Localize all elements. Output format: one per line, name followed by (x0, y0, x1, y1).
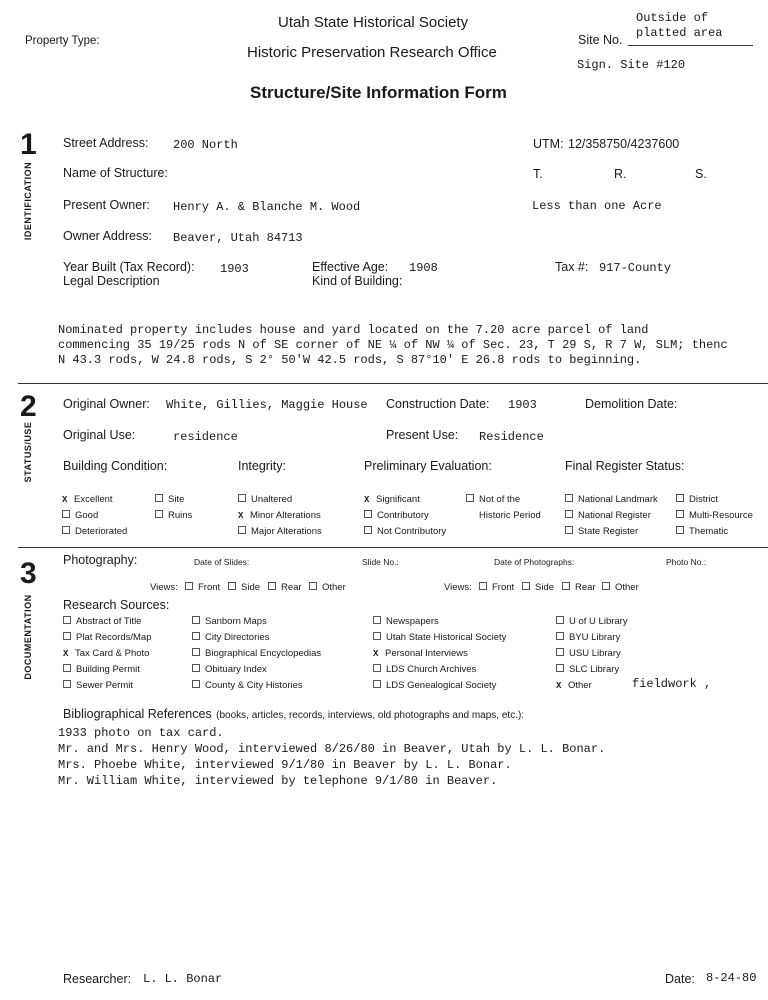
slide-no-label: Slide No.: (362, 557, 399, 567)
state-register-label: State Register (578, 526, 639, 537)
district-label: District (689, 494, 719, 505)
checkbox-multi-resource[interactable] (676, 510, 753, 521)
contributory-label: Contributory (377, 510, 429, 521)
check-mark: X (238, 511, 244, 521)
source-slc-library[interactable] (556, 664, 619, 675)
kind-of-building-label: Kind of Building: (312, 274, 403, 288)
tax-number-value: 917-County (599, 261, 672, 275)
uofu-label: U of U Library (569, 616, 628, 627)
photo-no-label: Photo No.: (666, 557, 707, 567)
present-owner-value: Henry A. & Blanche M. Wood (173, 200, 361, 214)
form-title: Structure/Site Information Form (250, 83, 507, 102)
section-3-number: 3 (20, 557, 37, 590)
obit-label: Obituary Index (205, 664, 267, 675)
plat-label: Plat Records/Map (76, 632, 152, 643)
rear-label: Rear (281, 582, 302, 593)
site-no-underline (628, 45, 753, 46)
preliminary-evaluation-label: Preliminary Evaluation: (364, 459, 492, 473)
present-use-label: Present Use: (386, 428, 459, 442)
source-building-permit[interactable] (63, 664, 140, 675)
original-owner-label: Original Owner: (63, 397, 150, 411)
abstract-label: Abstract of Title (76, 616, 142, 627)
integrity-label: Integrity: (238, 459, 286, 473)
original-use-label: Original Use: (63, 428, 136, 442)
date-value: 8-24-80 (706, 971, 757, 985)
source-byu-library[interactable] (556, 632, 620, 643)
checkbox-thematic[interactable] (676, 526, 728, 537)
site-label: Site (168, 494, 185, 505)
construction-date-label: Construction Date: (386, 397, 490, 411)
section-divider-1 (18, 383, 768, 384)
checkbox-district[interactable] (676, 494, 718, 505)
owner-address-label: Owner Address: (63, 229, 152, 243)
source-sanborn-maps[interactable] (192, 616, 267, 627)
bibliographical-references (63, 705, 524, 723)
ruins-label: Ruins (168, 510, 193, 521)
structure-name-label: Name of Structure: (63, 166, 168, 180)
source-city-directories[interactable] (192, 632, 269, 643)
slide-views-label: Views: (150, 582, 178, 593)
legal-description-line-3: N 43.3 rods, W 24.8 rods, S 2° 50'W 42.5 rods, S 87°10' E 26.8 rods to beginning. (58, 353, 642, 367)
not-of-the-label: Not of the (479, 494, 521, 505)
photo-view-rear[interactable] (562, 582, 596, 593)
checkbox-unaltered[interactable] (238, 494, 292, 505)
source-uofu-library[interactable] (556, 616, 628, 627)
utm-value: 12/358750/4237600 (568, 137, 680, 151)
check-mark: X (63, 649, 69, 659)
checkbox-minor-alterations[interactable] (238, 510, 321, 521)
legal-description-line-1: Nominated property includes house and yard located on the 7.20 acre parcel of land (58, 323, 649, 337)
source-county-city-histories[interactable] (192, 680, 303, 691)
source-personal-interviews[interactable] (373, 648, 468, 659)
section-label: S. (695, 167, 707, 181)
biblio-label: Bibliographical References (63, 707, 212, 721)
checkbox-deteriorated[interactable] (62, 526, 127, 537)
date-label: Date: (665, 972, 695, 986)
range-label: R. (614, 167, 627, 181)
property-type-label: Property Type: (25, 35, 100, 47)
national-register-label: National Register (578, 510, 651, 521)
street-address-label: Street Address: (63, 136, 149, 150)
site-no-label: Site No. (578, 33, 623, 47)
other-view-label: Other (322, 582, 346, 593)
other-source-label: Other (568, 680, 592, 691)
slide-view-other[interactable] (309, 582, 346, 593)
personal-interviews-label: Personal Interviews (385, 648, 468, 659)
side-label: Side (241, 582, 261, 593)
sanborn-label: Sanborn Maps (205, 616, 267, 627)
usu-label: USU Library (569, 648, 621, 659)
check-mark: X (556, 681, 562, 691)
owner-address-value: Beaver, Utah 84713 (173, 231, 303, 245)
minor-alterations-label: Minor Alterations (250, 510, 321, 521)
slide-view-front[interactable] (185, 582, 220, 593)
front-label: Front (198, 582, 221, 593)
demolition-date-label: Demolition Date: (585, 397, 678, 411)
section-1-number: 1 (20, 128, 37, 161)
original-use-value: residence (173, 430, 238, 444)
year-built-label: Year Built (Tax Record): (63, 260, 195, 274)
excellent-label: Excellent (74, 494, 113, 505)
checkbox-significant[interactable] (364, 494, 420, 505)
section-2-number: 2 (20, 390, 37, 423)
deteriorated-label: Deteriorated (75, 526, 128, 537)
historic-period-label: Historic Period (479, 510, 541, 521)
photo-views-label: Views: (444, 582, 472, 593)
rear-label: Rear (575, 582, 596, 593)
check-mark: X (62, 495, 68, 505)
lds-archives-label: LDS Church Archives (386, 664, 477, 675)
biblio-hint: (books, articles, records, interviews, old photographs and maps, etc.): (216, 710, 525, 721)
source-tax-card[interactable] (63, 648, 149, 659)
checkbox-national-landmark[interactable] (565, 494, 658, 505)
checkbox-major-alterations[interactable] (238, 526, 322, 537)
source-newspapers[interactable] (373, 616, 439, 627)
source-lds-genealogical-society[interactable] (373, 680, 496, 691)
source-ush-society[interactable] (373, 632, 506, 643)
good-label: Good (75, 510, 99, 521)
source-sewer-permit[interactable] (63, 680, 133, 691)
checkbox-ruins[interactable] (155, 510, 192, 521)
final-register-status-label: Final Register Status: (565, 459, 685, 473)
significant-label: Significant (376, 494, 420, 505)
checkbox-national-register[interactable] (565, 510, 651, 521)
newspapers-label: Newspapers (386, 616, 439, 627)
side-label: Side (535, 582, 555, 593)
utm-label: UTM: (533, 137, 564, 151)
county-hist-label: County & City Histories (205, 680, 303, 691)
other-view-label: Other (615, 582, 639, 593)
source-biographical-encyclopedias[interactable] (192, 648, 321, 659)
original-owner-value: White, Gillies, Maggie House (166, 398, 368, 412)
byu-label: BYU Library (569, 632, 621, 643)
construction-date-value: 1903 (508, 398, 537, 412)
present-owner-label: Present Owner: (63, 198, 150, 212)
slc-label: SLC Library (569, 664, 620, 675)
tax-card-label: Tax Card & Photo (75, 648, 150, 659)
slide-view-side[interactable] (228, 582, 260, 593)
checkbox-site[interactable] (155, 494, 184, 505)
sign-site: Sign. Site #120 (577, 58, 686, 72)
lds-genealogical-label: LDS Genealogical Society (386, 680, 497, 691)
date-of-photographs-label: Date of Photographs: (494, 557, 575, 567)
checkbox-excellent[interactable] (62, 494, 113, 505)
thematic-label: Thematic (689, 526, 729, 537)
not-contributory-label: Not Contributory (377, 526, 447, 537)
checkbox-not-of-the[interactable] (466, 494, 520, 505)
office-name: Historic Preservation Research Office (247, 44, 497, 61)
bio-enc-label: Biographical Encyclopedias (205, 648, 322, 659)
checkbox-not-contributory[interactable] (364, 526, 446, 537)
researcher-label: Researcher: (63, 972, 132, 986)
source-usu-library[interactable] (556, 648, 621, 659)
source-obituary-index[interactable] (192, 664, 267, 675)
building-condition-label: Building Condition: (63, 459, 168, 473)
unaltered-label: Unaltered (251, 494, 293, 505)
multi-resource-label: Multi-Resource (689, 510, 753, 521)
legal-description-label: Legal Description (63, 274, 160, 288)
source-other[interactable] (556, 680, 592, 691)
slide-view-rear[interactable] (268, 582, 302, 593)
photo-view-other[interactable] (602, 582, 639, 593)
sewer-permit-label: Sewer Permit (76, 680, 134, 691)
site-no-value-1: Outside of (636, 11, 709, 25)
source-plat-records[interactable] (63, 632, 152, 643)
check-mark: X (373, 649, 379, 659)
street-address-value: 200 North (173, 138, 238, 152)
check-mark: X (364, 495, 370, 505)
major-alterations-label: Major Alterations (251, 526, 322, 537)
researcher-value: L. L. Bonar (143, 972, 223, 986)
effective-age-value: 1908 (409, 261, 438, 275)
research-sources-label: Research Sources: (63, 598, 170, 612)
ush-society-label: Utah State Historical Society (386, 632, 507, 643)
reference-3: Mrs. Phoebe White, interviewed 9/1/80 in Beaver by L. L. Bonar. (58, 758, 512, 772)
reference-4: Mr. William White, interviewed by telephone 9/1/80 in Beaver. (58, 774, 498, 788)
effective-age-label: Effective Age: (312, 260, 389, 274)
section-2-label: STATUS/USE (23, 421, 33, 483)
other-source-value: fieldwork , (632, 677, 712, 691)
section-3-label: DOCUMENTATION (23, 594, 33, 680)
society-name: Utah State Historical Society (278, 14, 469, 31)
photography-label: Photography: (63, 553, 138, 567)
city-dir-label: City Directories (205, 632, 270, 643)
site-no-value-2: platted area (636, 26, 723, 40)
acreage-value: Less than one Acre (532, 199, 662, 213)
building-permit-label: Building Permit (76, 664, 140, 675)
legal-description-line-2: commencing 35 19/25 rods N of SE corner of NE ¼ of NW ¼ of Sec. 23, T 29 S, R 7 W, SLM; thenc (58, 338, 728, 352)
reference-2: Mr. and Mrs. Henry Wood, interviewed 8/26/80 in Beaver, Utah by L. L. Bonar. (58, 742, 606, 756)
photo-view-front[interactable] (479, 582, 514, 593)
year-built-value: 1903 (220, 262, 249, 276)
section-divider-2 (18, 547, 768, 548)
checkbox-good[interactable] (62, 510, 98, 521)
section-1-label: IDENTIFICATION (23, 161, 33, 241)
source-lds-church-archives[interactable] (373, 664, 476, 675)
source-abstract-of-title[interactable] (63, 616, 141, 627)
present-use-value: Residence (479, 430, 544, 444)
photo-view-side[interactable] (522, 582, 554, 593)
date-of-slides-label: Date of Slides: (194, 557, 250, 567)
reference-1: 1933 photo on tax card. (58, 726, 224, 740)
national-landmark-label: National Landmark (578, 494, 658, 505)
front-label: Front (492, 582, 515, 593)
township-label: T. (533, 167, 543, 181)
tax-number-label: Tax #: (555, 260, 589, 274)
checkbox-state-register[interactable] (565, 526, 638, 537)
checkbox-contributory[interactable] (364, 510, 429, 521)
